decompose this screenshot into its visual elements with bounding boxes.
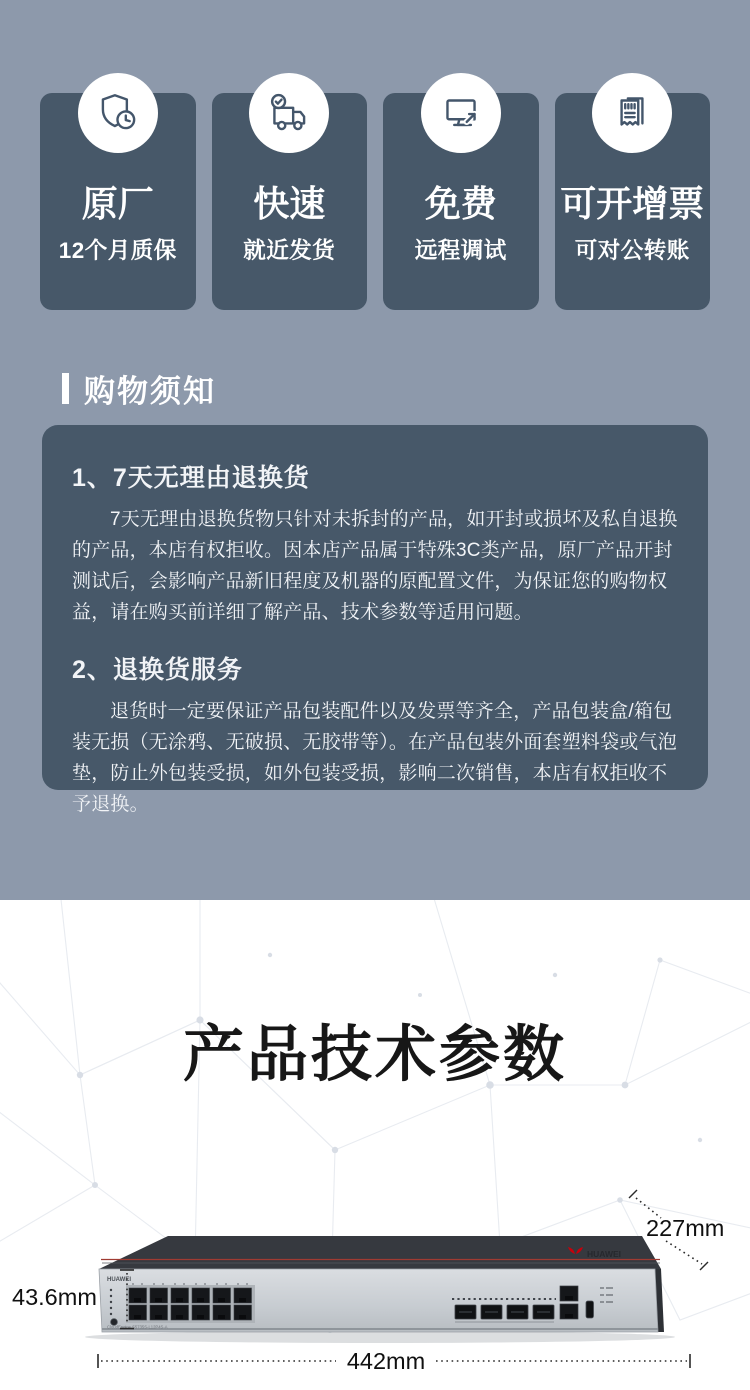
badge-warranty — [40, 93, 196, 310]
rj45-port-block — [126, 1283, 255, 1323]
shield-clock-icon — [93, 88, 143, 138]
notice-section-header — [62, 366, 216, 411]
badge-subtitle: 12个月质保 — [58, 238, 177, 264]
badge-remote-debug-circle — [421, 73, 501, 153]
tech-section — [0, 900, 750, 1390]
switch-shadow — [85, 1331, 675, 1343]
badge-subtitle: 就近发货 — [243, 238, 336, 264]
dimension-width — [98, 1348, 690, 1374]
header-accent-bar — [62, 373, 69, 404]
badge-invoice — [555, 93, 711, 310]
switch-dimension-figure — [0, 1140, 750, 1390]
badge-warranty-circle — [78, 73, 158, 153]
notice-section-title: 购物须知 — [84, 374, 216, 409]
badge-title: 可开增票 — [560, 183, 705, 224]
badge-shipping — [212, 93, 368, 310]
usb-port — [586, 1301, 594, 1318]
service-badges-row — [40, 93, 710, 310]
badge-title: 快速 — [253, 183, 326, 224]
badge-remote-debug — [383, 93, 539, 310]
invoice-icon — [607, 88, 657, 138]
badge-subtitle: 可对公转账 — [574, 238, 690, 264]
notice-item-body: 退货时一定要保证产品包装配件以及发票等齐全，产品包装盒/箱包装无损（无涂鸦、无破损、无胶带等）。在产品包装外面套塑料袋或气泡垫，防止外包装受损，如外包装受损，影响二次销售，本店有权拒收不予退换。 — [72, 701, 677, 815]
dimension-height-label: 43.6mm — [12, 1284, 97, 1310]
truck-check-icon — [264, 88, 314, 138]
notice-panel — [42, 425, 708, 815]
badge-title: 原厂 — [81, 183, 154, 224]
badge-invoice-circle — [592, 73, 672, 153]
monitor-cursor-icon — [436, 88, 486, 138]
badge-subtitle: 远程调试 — [414, 238, 507, 264]
notice-item-title: 1、7天无理由退换货 — [72, 464, 310, 492]
huawei-panel-label: HUAWEI — [107, 1277, 131, 1283]
tech-section-title: 产品技术参数 — [182, 1020, 567, 1088]
switch-model-label: CloudEngine S5735S-L12P4S-A — [107, 1324, 168, 1330]
badge-shipping-circle — [249, 73, 329, 153]
huawei-top-label: HUAWEI — [587, 1249, 621, 1259]
dimension-width-label: 442mm — [346, 1348, 426, 1374]
notice-item-title: 2、退换货服务 — [72, 656, 243, 684]
dimension-depth-label: 227mm — [646, 1215, 725, 1241]
badge-title: 免费 — [424, 183, 497, 224]
notice-item-body: 7天无理由退换货物只针对未拆封的产品，如开封或损坏及私自退换的产品，本店有权拒收。因本店产品属于特殊3C类产品，原厂产品开封测试后，会影响产品新旧程度及机器的原配置文件，为保证您的购物权益，请在购买前详细了解产品、技术参数等适用问题。 — [72, 509, 678, 623]
